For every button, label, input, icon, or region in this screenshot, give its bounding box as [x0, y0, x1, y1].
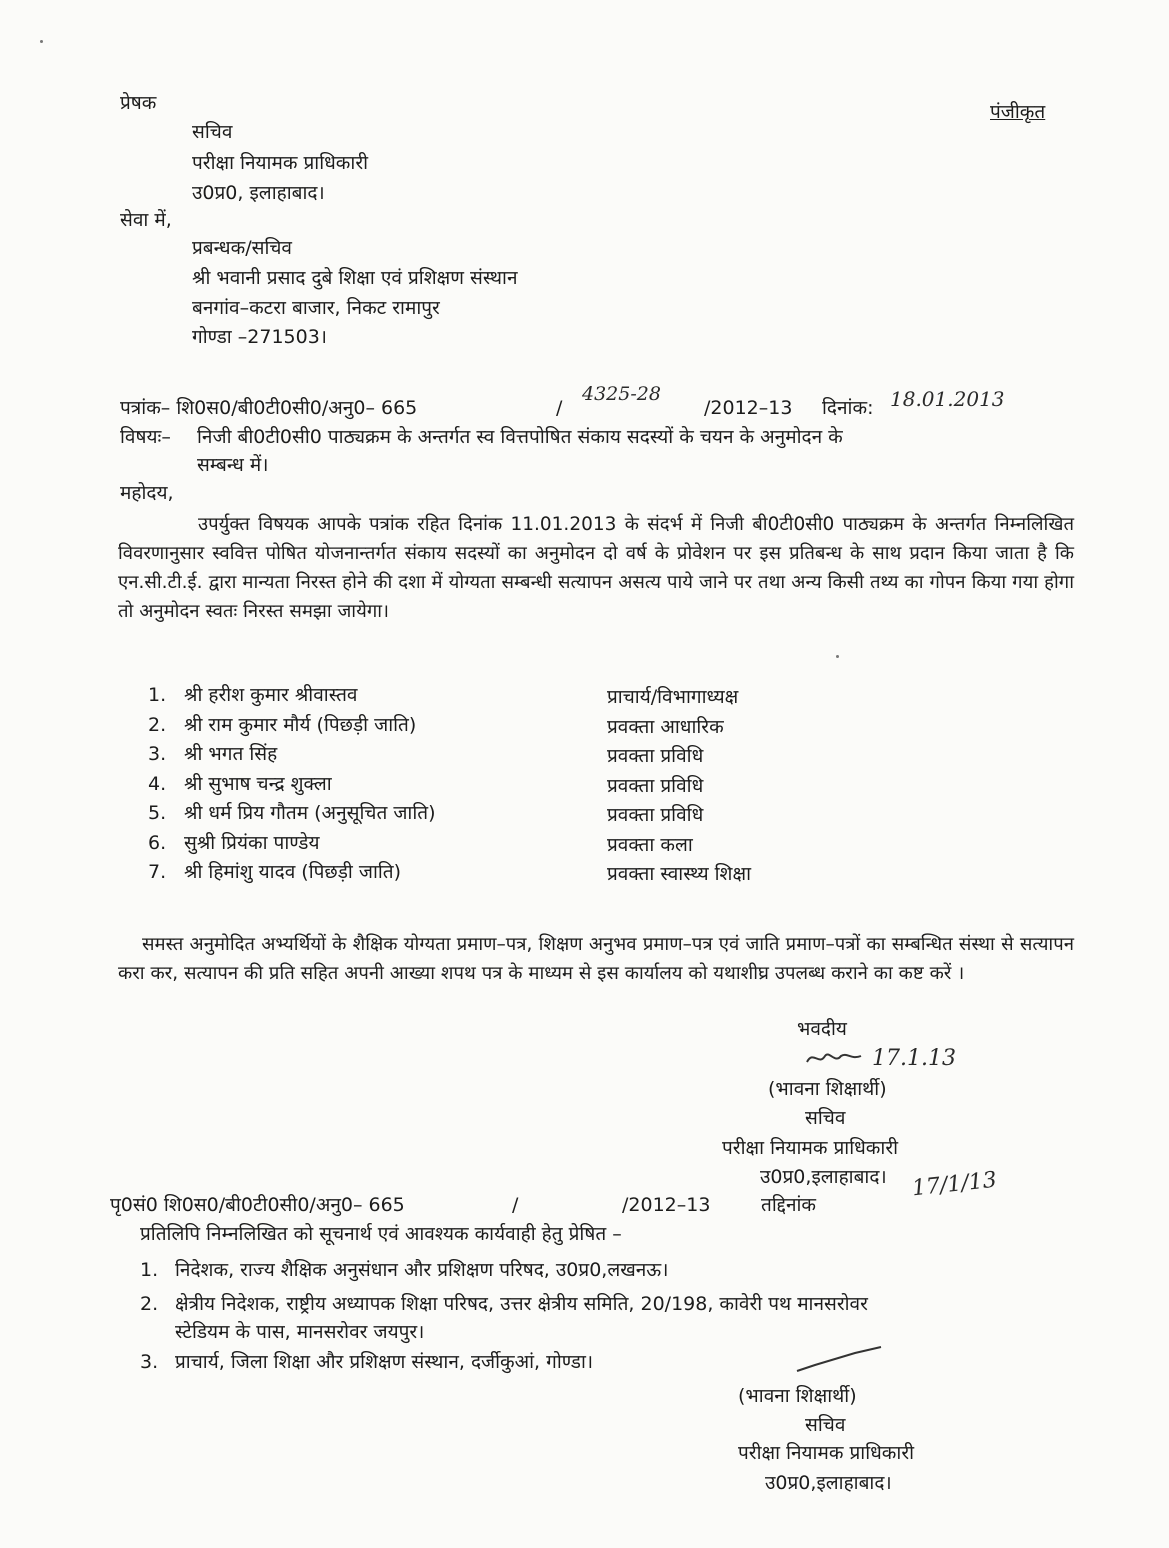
faculty-name: श्री हिमांशु यादव (पिछड़ी जाति) [184, 861, 402, 883]
scan-speck [40, 40, 43, 43]
cc-item-1-number: 1. [140, 1259, 159, 1281]
faculty-post: प्राचार्य/विभागाध्यक्ष [607, 686, 739, 708]
sender-label: प्रेषक [120, 92, 157, 114]
cc-item-3-number: 3. [140, 1351, 159, 1373]
scan-speck [836, 655, 839, 658]
to-label: सेवा में, [120, 209, 172, 231]
faculty-row-number: 4. [148, 773, 167, 795]
faculty-post: प्रवक्ता प्रविधि [607, 804, 704, 826]
handwritten-date: 18.01.2013 [890, 387, 1005, 411]
cc-item-2-text: क्षेत्रीय निदेशक, राष्ट्रीय अध्यापक शिक्षा परिषद, उत्तर क्षेत्रीय समिति, 20/198, कावेरी पथ मानसरोवर [175, 1293, 868, 1315]
signature-scribble-2 [795, 1345, 885, 1379]
endorsement-slash: / [512, 1194, 519, 1216]
faculty-post: प्रवक्ता प्रविधि [607, 775, 704, 797]
body-paragraph: उपर्युक्त विषयक आपके पत्रांक रहित दिनांक 11.01.2013 के संदर्भ में निजी बी0टी0सी0 पाठ्यक्रम के अन्तर्गत निम्नलिखित विवरणानुसार स्ववित्त पोषित योजनान्तर्गत संकाय सदस्यों का अनुमोदन दो वर्ष के प्रोवेशन पर इस प्रतिबन्ध के साथ प्रदान किया जाता है कि एन.सी.टी.ई. द्वारा मान्यता निरस्त होने की दशा में योग्यता सम्बन्धी सत्यापन असत्य पाये जाने पर तथा अन्य किसी तथ्य का गोपन किया गया होगा तो अनुमोदन स्वतः निरस्त समझा जायेगा। [118, 514, 1074, 622]
reference-prefix: पत्रांक– शि0स0/बी0टी0सी0/अनु0– 665 [120, 397, 418, 419]
cc-item-3-text: प्राचार्य, जिला शिक्षा और प्रशिक्षण संस्थान, दर्जीकुआं, गोण्डा। [175, 1351, 594, 1373]
faculty-name: श्री सुभाष चन्द्र शुक्ला [184, 773, 332, 795]
faculty-name: श्री हरीश कुमार श्रीवास्तव [184, 684, 358, 706]
faculty-post: प्रवक्ता कला [607, 834, 693, 856]
sender-line-1: सचिव [192, 121, 233, 143]
endorsement-date: तद्दिनांक [761, 1194, 817, 1216]
signatory-name-2: (भावना शिक्षार्थी) [738, 1385, 857, 1407]
faculty-post: प्रवक्ता प्रविधि [607, 745, 704, 767]
faculty-name: श्री भगत सिंह [184, 743, 278, 765]
endorsement-year: /2012–13 [622, 1194, 711, 1216]
faculty-row-number: 5. [148, 802, 167, 824]
signatory-office-1: परीक्षा नियामक प्राधिकारी [722, 1137, 899, 1159]
faculty-row-number: 1. [148, 684, 167, 706]
cc-item-1-text: निदेशक, राज्य शैक्षिक अनुसंधान और प्रशिक्षण परिषद, उ0प्र0,लखनऊ। [175, 1259, 669, 1281]
signatory-title-2: सचिव [805, 1414, 846, 1436]
subject-line-1: निजी बी0टी0सी0 पाठ्यक्रम के अन्तर्गत स्व वित्तपोषित संकाय सदस्यों के चयन के अनुमोदन के [197, 426, 843, 448]
endorsement-intro: प्रतिलिपि निम्नलिखित को सूचनार्थ एवं आवश्यक कार्यवाही हेतु प्रेषित – [140, 1223, 622, 1245]
handwritten-letter-number: 4325-28 [582, 383, 661, 405]
signatory-name-1: (भावना शिक्षार्थी) [768, 1078, 887, 1100]
recipient-line-1: प्रबन्धक/सचिव [192, 237, 292, 259]
faculty-row-number: 7. [148, 861, 167, 883]
closing-paragraph: समस्त अनुमोदित अभ्यर्थियों के शैक्षिक योग्यता प्रमाण–पत्र, शिक्षण अनुभव प्रमाण–पत्र एवं जाति प्रमाण–पत्रों का सम्बन्धित संस्था से सत्यापन करा कर, सत्यापन की प्रति सहित अपनी आख्या शपथ पत्र के माध्यम से इस कार्यालय को यथाशीघ्र उपलब्ध कराने का कष्ट करें । [118, 934, 1074, 984]
salutation: महोदय, [120, 482, 174, 504]
reference-slash: / [556, 397, 563, 419]
subject-label: विषयः– [120, 426, 171, 448]
registered-mark: पंजीकृत [990, 101, 1046, 123]
faculty-name: श्री राम कुमार मौर्य (पिछड़ी जाति) [184, 714, 417, 736]
signature-scribble-1 [805, 1046, 865, 1076]
subject-line-2: सम्बन्ध में। [197, 454, 269, 476]
reference-year: /2012–13 [704, 397, 793, 419]
handwritten-sign-date: 17.1.13 [872, 1046, 956, 1071]
faculty-row-number: 6. [148, 832, 167, 854]
recipient-line-3: बनगांव–कटरा बाजार, निकट रामापुर [192, 297, 440, 319]
faculty-name: श्री धर्म प्रिय गौतम (अनुसूचित जाति) [184, 802, 436, 824]
handwritten-initials-date: 17/1/13 [910, 1167, 998, 1202]
cc-item-2-text-cont: स्टेडियम के पास, मानसरोवर जयपुर। [175, 1321, 425, 1343]
faculty-name: सुश्री प्रियंका पाण्डेय [184, 832, 320, 854]
signatory-place-2: उ0प्र0,इलाहाबाद। [765, 1472, 892, 1494]
sender-line-3: उ0प्र0, इलाहाबाद। [192, 182, 325, 204]
faculty-post: प्रवक्ता स्वास्थ्य शिक्षा [607, 863, 752, 885]
date-label: दिनांक: [822, 397, 874, 419]
cc-item-2-number: 2. [140, 1293, 159, 1315]
sender-line-2: परीक्षा नियामक प्राधिकारी [192, 152, 369, 174]
signatory-office-2: परीक्षा नियामक प्राधिकारी [738, 1442, 915, 1464]
recipient-line-2: श्री भवानी प्रसाद दुबे शिक्षा एवं प्रशिक्षण संस्थान [192, 267, 518, 289]
signatory-place-1: उ0प्र0,इलाहाबाद। [760, 1166, 887, 1188]
recipient-line-4: गोण्डा –271503। [192, 326, 327, 348]
valediction: भवदीय [797, 1018, 847, 1040]
faculty-row-number: 2. [148, 714, 167, 736]
faculty-row-number: 3. [148, 743, 167, 765]
signatory-title-1: सचिव [805, 1107, 846, 1129]
endorsement-prefix: पृ0सं0 शि0स0/बी0टी0सी0/अनु0– 665 [110, 1194, 405, 1216]
faculty-post: प्रवक्ता आधारिक [607, 716, 724, 738]
